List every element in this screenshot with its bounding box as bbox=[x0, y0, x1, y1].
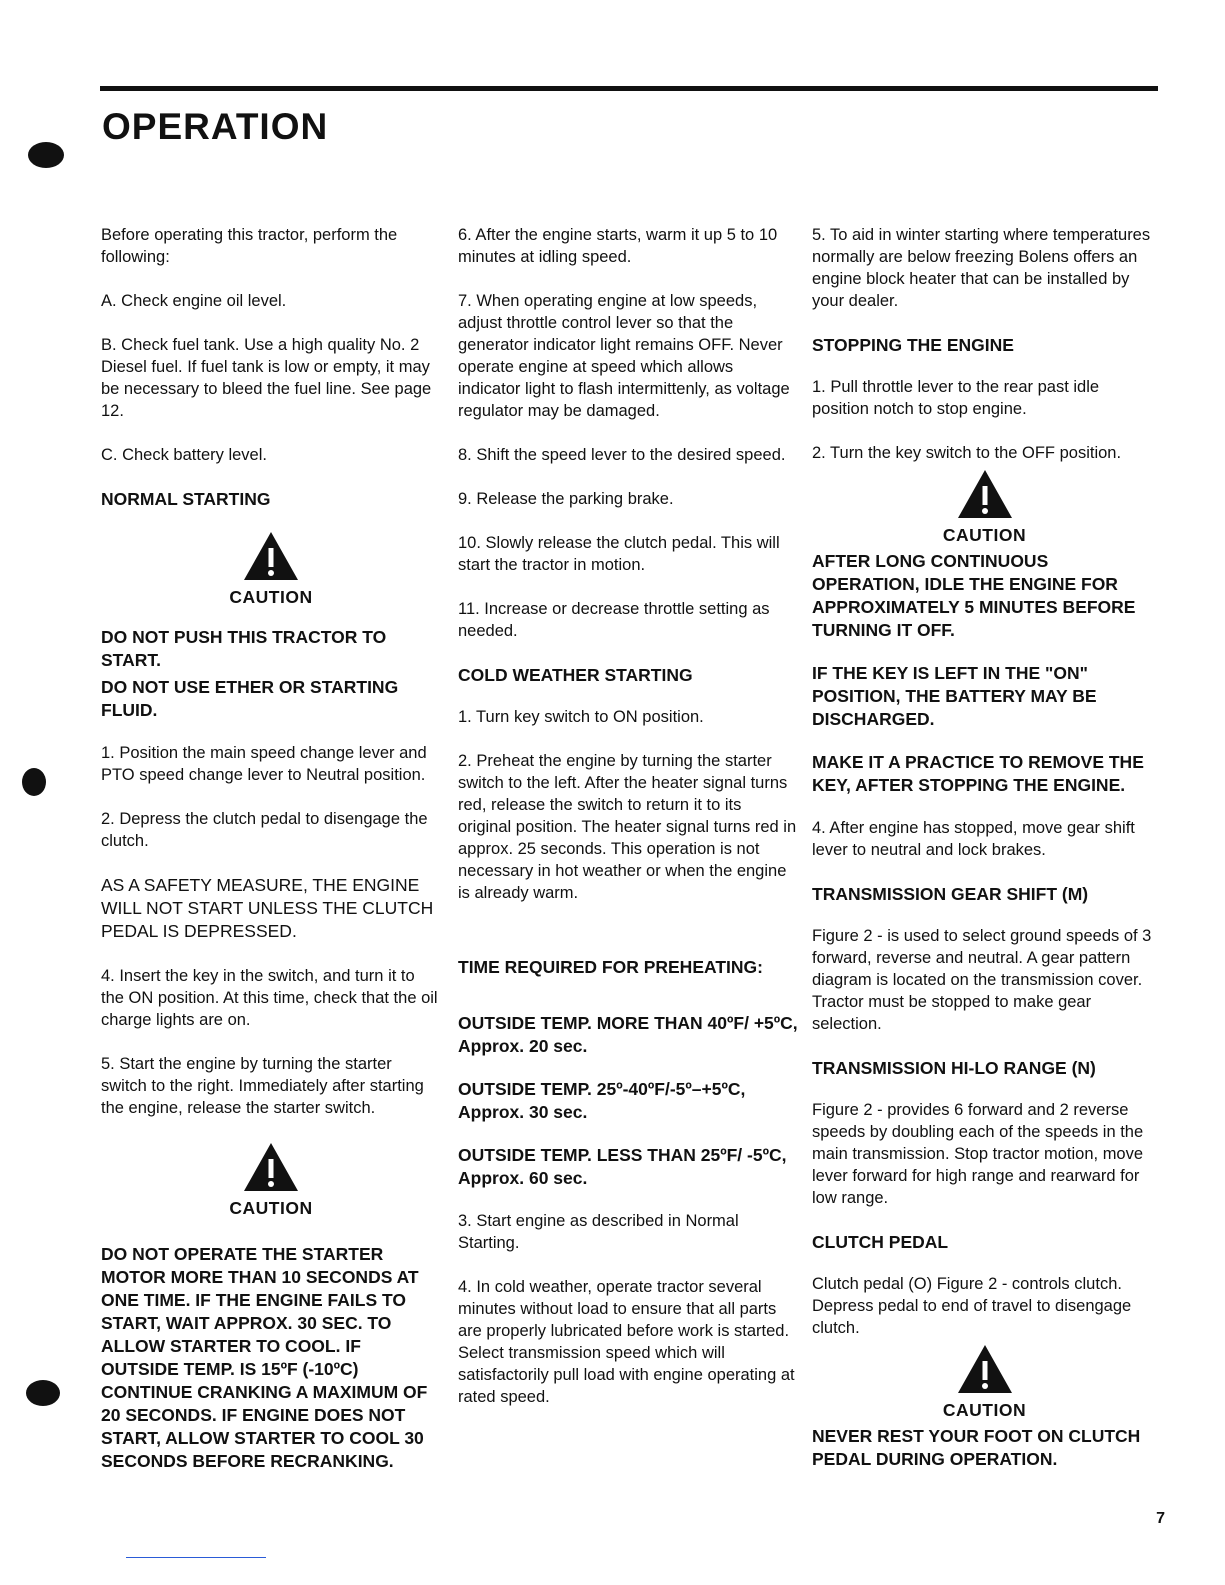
step-4: 4. Insert the key in the switch, and turn it to the ON position. At this time, check that the oil charge lights are on. bbox=[101, 967, 438, 1029]
caution-label: CAUTION bbox=[229, 1198, 313, 1218]
warning-no-push: DO NOT PUSH THIS TRACTOR TO START. bbox=[101, 627, 387, 670]
hi-lo-text: Figure 2 - provides 6 forward and 2 reverse speeds by doubling each of the speeds in the main transmission. Stop tractor motion, move lever forward for high range and rearward for low range. bbox=[812, 1101, 1144, 1207]
warning-triangle-icon bbox=[242, 1141, 300, 1193]
page-number: 7 bbox=[1156, 1510, 1165, 1527]
page-title: OPERATION bbox=[102, 106, 329, 147]
spacer bbox=[458, 926, 798, 956]
caution-label: CAUTION bbox=[942, 525, 1027, 545]
safety-measure: AS A SAFETY MEASURE, THE ENGINE WILL NOT START UNLESS THE CLUTCH PEDAL IS DEPRESSED. bbox=[101, 875, 434, 941]
binder-hole-mark bbox=[26, 1380, 60, 1406]
step-5: 5. Start the engine by turning the starter switch to the right. Immediately after starting the engine, release the starter switch. bbox=[101, 1055, 424, 1117]
normal-starting-heading: NORMAL STARTING bbox=[101, 489, 271, 509]
stop-step-2: 2. Turn the key switch to the OFF position. bbox=[812, 444, 1122, 462]
warning-foot-on-clutch: NEVER REST YOUR FOOT ON CLUTCH PEDAL DURING OPERATION. bbox=[812, 1426, 1141, 1469]
step-10: 10. Slowly release the clutch pedal. This will start the tractor in motion. bbox=[458, 534, 780, 574]
check-fuel: B. Check fuel tank. Use a high quality No. 2 Diesel fuel. If fuel tank is low or empty, it may be necessary to bleed the fuel line. See page 12. bbox=[101, 336, 432, 420]
preheating-heading: TIME REQUIRED FOR PREHEATING: bbox=[458, 957, 763, 977]
cold-weather-heading: COLD WEATHER STARTING bbox=[458, 665, 693, 685]
step-1: 1. Position the main speed change lever and PTO speed change lever to Neutral position. bbox=[101, 744, 427, 784]
caution-label: CAUTION bbox=[942, 1400, 1027, 1420]
column-middle bbox=[458, 224, 798, 1430]
check-battery: C. Check battery level. bbox=[101, 446, 267, 464]
winter-step-5: 5. To aid in winter starting where temperatures normally are below freezing Bolens offers an engine block heater that can be installed by your dealer. bbox=[812, 226, 1151, 310]
step-2: 2. Depress the clutch pedal to disengage the clutch. bbox=[101, 810, 428, 850]
caution-block bbox=[812, 1343, 1157, 1421]
column-left bbox=[101, 224, 441, 1493]
warning-triangle-icon bbox=[956, 468, 1014, 520]
header-rule bbox=[100, 86, 1158, 91]
gear-shift-text: Figure 2 - is used to select ground speeds of 3 forward, reverse and neutral. A gear pattern diagram is located on the transmission cover. Tractor must be stopped to make gear selection. bbox=[812, 927, 1152, 1033]
caution-block bbox=[101, 530, 441, 608]
warning-remove-key: MAKE IT A PRACTICE TO REMOVE THE KEY, AFTER STOPPING THE ENGINE. bbox=[812, 752, 1144, 795]
cold-step-3: 3. Start engine as described in Normal Starting. bbox=[458, 1212, 739, 1252]
column-right bbox=[812, 224, 1157, 1491]
step-8: 8. Shift the speed lever to the desired speed. bbox=[458, 446, 786, 464]
warning-triangle-icon bbox=[242, 530, 300, 582]
intro-text: Before operating this tractor, perform the following: bbox=[101, 226, 398, 266]
gear-shift-heading: TRANSMISSION GEAR SHIFT (M) bbox=[812, 884, 1089, 904]
warning-starter-motor: DO NOT OPERATE THE STARTER MOTOR MORE THAN 10 SECONDS AT ONE TIME. IF THE ENGINE FAILS TO START, WAIT APPROX. 30 SEC. TO ALLOW STARTER TO COOL. IF OUTSIDE TEMP. IS 15ºF (-10ºC) CONTINUE CRANKING A MAXIMUM OF 20 SECONDS. IF ENGINE DOES NOT START, ALLOW STARTER TO COOL 30 SECONDS BEFORE RECRANKING. bbox=[101, 1244, 428, 1471]
warning-triangle-icon bbox=[956, 1343, 1014, 1395]
warning-no-ether: DO NOT USE ETHER OR STARTING FLUID. bbox=[101, 677, 399, 720]
check-oil: A. Check engine oil level. bbox=[101, 292, 287, 310]
cold-step-2: 2. Preheat the engine by turning the starter switch to the left. After the heater signal turns red, release the switch to return it to its original position. The heater signal turns red in approx. 25 seconds. This operation is not necessary in hot weather or when the engine is already warm. bbox=[458, 752, 797, 902]
binder-hole-mark bbox=[22, 768, 46, 796]
preheat-time-3: OUTSIDE TEMP. LESS THAN 25ºF/ -5ºC, Approx. 60 sec. bbox=[458, 1145, 787, 1188]
preheat-time-2: OUTSIDE TEMP. 25º-40ºF/-5º–+5ºC, Approx. 30 sec. bbox=[458, 1079, 746, 1122]
caution-label: CAUTION bbox=[229, 587, 313, 607]
preheat-time-1: OUTSIDE TEMP. MORE THAN 40ºF/ +5ºC, Approx. 20 sec. bbox=[458, 1013, 798, 1056]
clutch-pedal-text: Clutch pedal (O) Figure 2 - controls clutch. Depress pedal to end of travel to disengage clutch. bbox=[812, 1275, 1132, 1337]
warning-idle-engine: AFTER LONG CONTINUOUS OPERATION, IDLE THE ENGINE FOR APPROXIMATELY 5 MINUTES BEFORE TURNING IT OFF. bbox=[812, 551, 1136, 640]
footer-link-underline bbox=[126, 1557, 266, 1558]
stopping-heading: STOPPING THE ENGINE bbox=[812, 335, 1014, 355]
cold-step-1: 1. Turn key switch to ON position. bbox=[458, 708, 704, 726]
caution-block bbox=[812, 468, 1157, 546]
hi-lo-heading: TRANSMISSION HI-LO RANGE (N) bbox=[812, 1058, 1096, 1078]
step-9: 9. Release the parking brake. bbox=[458, 490, 674, 508]
warning-key-on: IF THE KEY IS LEFT IN THE "ON" POSITION, THE BATTERY MAY BE DISCHARGED. bbox=[812, 663, 1097, 729]
binder-hole-mark bbox=[28, 142, 64, 168]
caution-block bbox=[101, 1141, 441, 1219]
step-7: 7. When operating engine at low speeds, adjust throttle control lever so that the generator indicator light remains OFF. Never operate engine at speed which allows indicator light to flash intermittenly, as voltage regulator may be damaged. bbox=[458, 292, 790, 420]
step-6: 6. After the engine starts, warm it up 5 to 10 minutes at idling speed. bbox=[458, 226, 778, 266]
stop-step-4: 4. After engine has stopped, move gear shift lever to neutral and lock brakes. bbox=[812, 819, 1135, 859]
step-11: 11. Increase or decrease throttle setting as needed. bbox=[458, 600, 770, 640]
clutch-pedal-heading: CLUTCH PEDAL bbox=[812, 1232, 949, 1252]
cold-step-4: 4. In cold weather, operate tractor several minutes without load to ensure that all parts are properly lubricated before work is started. Select transmission speed which will satisfactorily pull load with engine operating at rated speed. bbox=[458, 1278, 795, 1406]
stop-step-1: 1. Pull throttle lever to the rear past idle position notch to stop engine. bbox=[812, 378, 1100, 418]
